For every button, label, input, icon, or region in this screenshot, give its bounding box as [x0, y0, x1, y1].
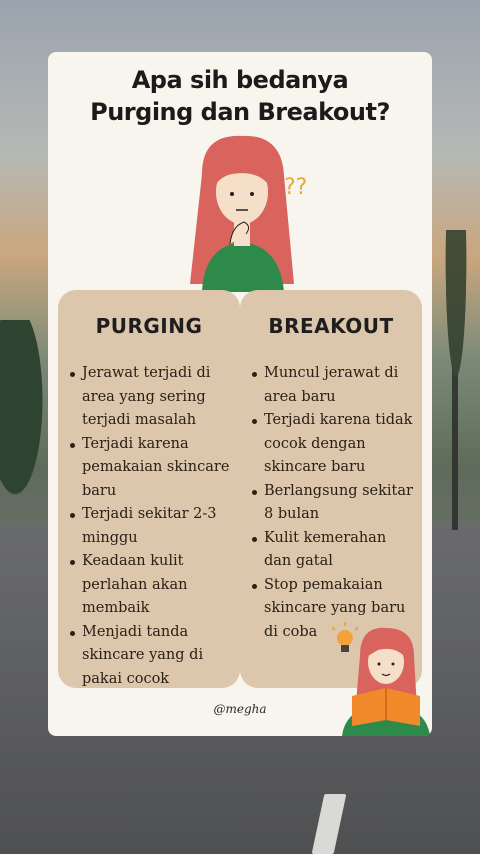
infographic-card — [48, 52, 432, 736]
background-trees — [0, 320, 50, 520]
list-item: Stop pemakaian skincare yang baru di coba — [264, 574, 416, 645]
list-item: Kulit kemerahan dan gatal — [264, 527, 416, 574]
title-line-1: Apa sih bedanya — [131, 66, 349, 94]
reading-girl-illustration — [338, 626, 432, 736]
list-item: Menjadi tanda skincare yang di pakai cocok — [82, 621, 234, 692]
list-item: Jerawat terjadi di area yang sering terjadi masalah — [82, 362, 234, 433]
list-item: Berlangsung sekitar 8 bulan — [264, 480, 416, 527]
purging-panel — [58, 290, 240, 688]
list-item: Terjadi sekitar 2-3 minggu — [82, 503, 234, 550]
list-item: Terjadi karena pemakaian skincare baru — [82, 433, 234, 504]
question-marks-icon — [284, 175, 307, 200]
purging-heading: PURGING — [95, 314, 203, 338]
thinking-girl-illustration — [172, 134, 312, 292]
watermark: @megha — [213, 702, 267, 716]
title-line-2: Purging dan Breakout? — [90, 98, 390, 126]
page-title — [48, 64, 432, 128]
list-item: Muncul jerawat di area baru — [264, 362, 416, 409]
breakout-heading: BREAKOUT — [268, 314, 394, 338]
list-item: Keadaan kulit perlahan akan membaik — [82, 550, 234, 621]
svg-text:??: ?? — [284, 175, 308, 200]
list-item: Terjadi karena tidak cocok dengan skincare baru — [264, 409, 416, 480]
road-stripe — [312, 794, 347, 854]
breakout-points — [240, 362, 422, 644]
purging-points — [58, 362, 240, 691]
background-palm — [432, 230, 480, 530]
